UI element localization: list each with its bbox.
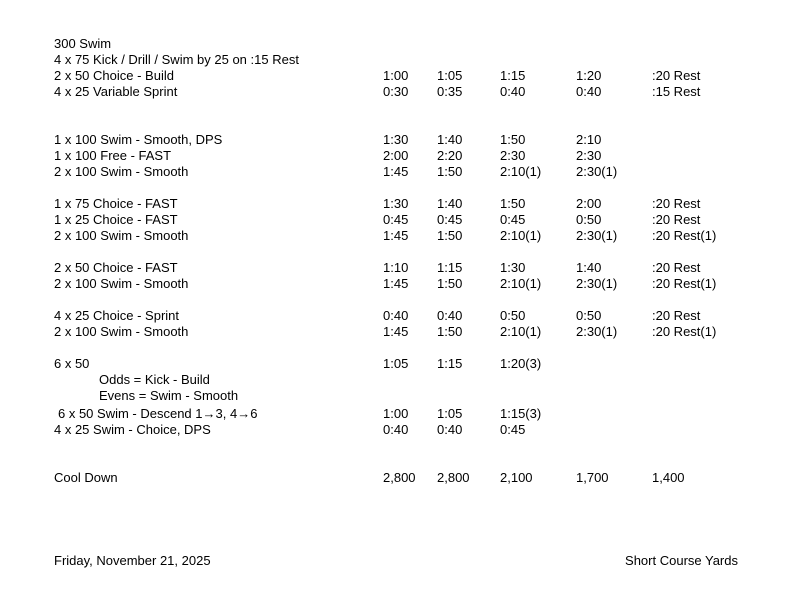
interval-col-1: 1:45 [383,324,409,339]
row-label: 300 Swim [54,36,112,51]
interval-col-2: 1:05 [437,406,463,421]
footer-course: Short Course Yards [625,553,738,568]
workout-row [0,308,792,324]
interval-col-3: 2:10(1) [500,324,542,339]
interval-col-3: 0:45 [500,422,526,437]
workout-row [0,196,792,212]
interval-col-2: 1:40 [437,196,463,211]
total-col-5: 1,400 [652,470,685,485]
interval-col-2: 1:15 [437,260,463,275]
workout-row [0,68,792,84]
row-label: 2 x 100 Swim - Smooth [54,228,189,243]
interval-col-3: 1:15(3) [500,406,542,421]
interval-col-4: 2:10 [576,132,602,147]
row-label: 2 x 50 Choice - FAST [54,260,178,275]
row-label: 4 x 25 Choice - Sprint [54,308,180,323]
interval-col-4: 1:40 [576,260,602,275]
interval-col-4: 2:30(1) [576,324,618,339]
row-label: 2 x 100 Swim - Smooth [54,276,189,291]
interval-col-3: 1:15 [500,68,526,83]
interval-col-1: 0:45 [383,212,409,227]
interval-col-4: 0:50 [576,212,602,227]
row-label: 6 x 50 Swim - Descend 1→3, 4→6 [58,406,258,421]
interval-col-1: 0:40 [383,422,409,437]
interval-col-2: 2:20 [437,148,463,163]
interval-col-4: 2:30 [576,148,602,163]
row-label: 1 x 100 Free - FAST [54,148,172,163]
interval-col-3: 2:10(1) [500,164,542,179]
rest-col: :20 Rest(1) [652,276,717,291]
interval-col-2: 0:40 [437,422,463,437]
interval-col-1: 2:00 [383,148,409,163]
interval-col-2: 0:40 [437,308,463,323]
interval-col-3: 2:30 [500,148,526,163]
interval-col-3: 1:30 [500,260,526,275]
workout-row [0,52,792,68]
interval-col-1: 1:00 [383,406,409,421]
workout-row [0,148,792,164]
row-label: 1 x 25 Choice - FAST [54,212,178,227]
interval-col-1: 1:00 [383,68,409,83]
interval-col-4: 0:50 [576,308,602,323]
interval-col-1: 1:05 [383,356,409,371]
interval-col-2: 1:50 [437,324,463,339]
workout-row [0,164,792,180]
row-label: 4 x 25 Variable Sprint [54,84,178,99]
rest-col: :20 Rest [652,260,701,275]
rest-col: :20 Rest [652,212,701,227]
interval-col-4: 2:30(1) [576,228,618,243]
row-label: Odds = Kick - Build [99,372,210,387]
interval-col-1: 0:30 [383,84,409,99]
rest-col: :15 Rest [652,84,701,99]
rest-col: :20 Rest [652,196,701,211]
workout-row [0,406,792,422]
workout-row [0,388,792,404]
interval-col-1: 1:30 [383,196,409,211]
interval-col-3: 1:50 [500,196,526,211]
workout-row [0,372,792,388]
row-label: 4 x 75 Kick / Drill / Swim by 25 on :15 Rest [54,52,299,67]
row-label: 4 x 25 Swim - Choice, DPS [54,422,211,437]
total-col-2: 2,800 [437,470,470,485]
interval-col-1: 1:45 [383,164,409,179]
rest-col: :20 Rest(1) [652,228,717,243]
rest-col: :20 Rest [652,68,701,83]
interval-col-2: 1:40 [437,132,463,147]
interval-col-3: 2:10(1) [500,276,542,291]
interval-col-4: 2:00 [576,196,602,211]
workout-row [0,36,792,52]
interval-col-1: 1:30 [383,132,409,147]
footer-date: Friday, November 21, 2025 [54,553,211,568]
row-label: Cool Down [54,470,118,485]
total-col-3: 2,100 [500,470,533,485]
workout-row [0,260,792,276]
row-label: Evens = Swim - Smooth [99,388,239,403]
workout-row [0,356,792,372]
workout-row [0,422,792,438]
workout-row [0,84,792,100]
total-col-4: 1,700 [576,470,609,485]
interval-col-1: 0:40 [383,308,409,323]
interval-col-1: 1:10 [383,260,409,275]
interval-col-3: 1:50 [500,132,526,147]
interval-col-3: 0:50 [500,308,526,323]
workout-row [0,212,792,228]
row-label: 2 x 100 Swim - Smooth [54,164,189,179]
total-col-1: 2,800 [383,470,416,485]
workout-row [0,276,792,292]
rest-col: :20 Rest(1) [652,324,717,339]
workout-row [0,132,792,148]
interval-col-2: 1:05 [437,68,463,83]
row-label: 6 x 50 [54,356,90,371]
row-label: 2 x 100 Swim - Smooth [54,324,189,339]
interval-col-4: 2:30(1) [576,276,618,291]
interval-col-2: 0:35 [437,84,463,99]
interval-col-3: 1:20(3) [500,356,542,371]
interval-col-2: 1:15 [437,356,463,371]
interval-col-2: 1:50 [437,164,463,179]
interval-col-3: 0:45 [500,212,526,227]
interval-col-1: 1:45 [383,276,409,291]
interval-col-3: 2:10(1) [500,228,542,243]
workout-row [0,324,792,340]
row-label: 2 x 50 Choice - Build [54,68,174,83]
workout-row [0,228,792,244]
rest-col: :20 Rest [652,308,701,323]
interval-col-4: 0:40 [576,84,602,99]
row-label: 1 x 100 Swim - Smooth, DPS [54,132,223,147]
interval-col-3: 0:40 [500,84,526,99]
interval-col-2: 1:50 [437,276,463,291]
interval-col-4: 2:30(1) [576,164,618,179]
interval-col-1: 1:45 [383,228,409,243]
row-label: 1 x 75 Choice - FAST [54,196,178,211]
interval-col-2: 0:45 [437,212,463,227]
interval-col-4: 1:20 [576,68,602,83]
workout-row [0,470,792,486]
interval-col-2: 1:50 [437,228,463,243]
